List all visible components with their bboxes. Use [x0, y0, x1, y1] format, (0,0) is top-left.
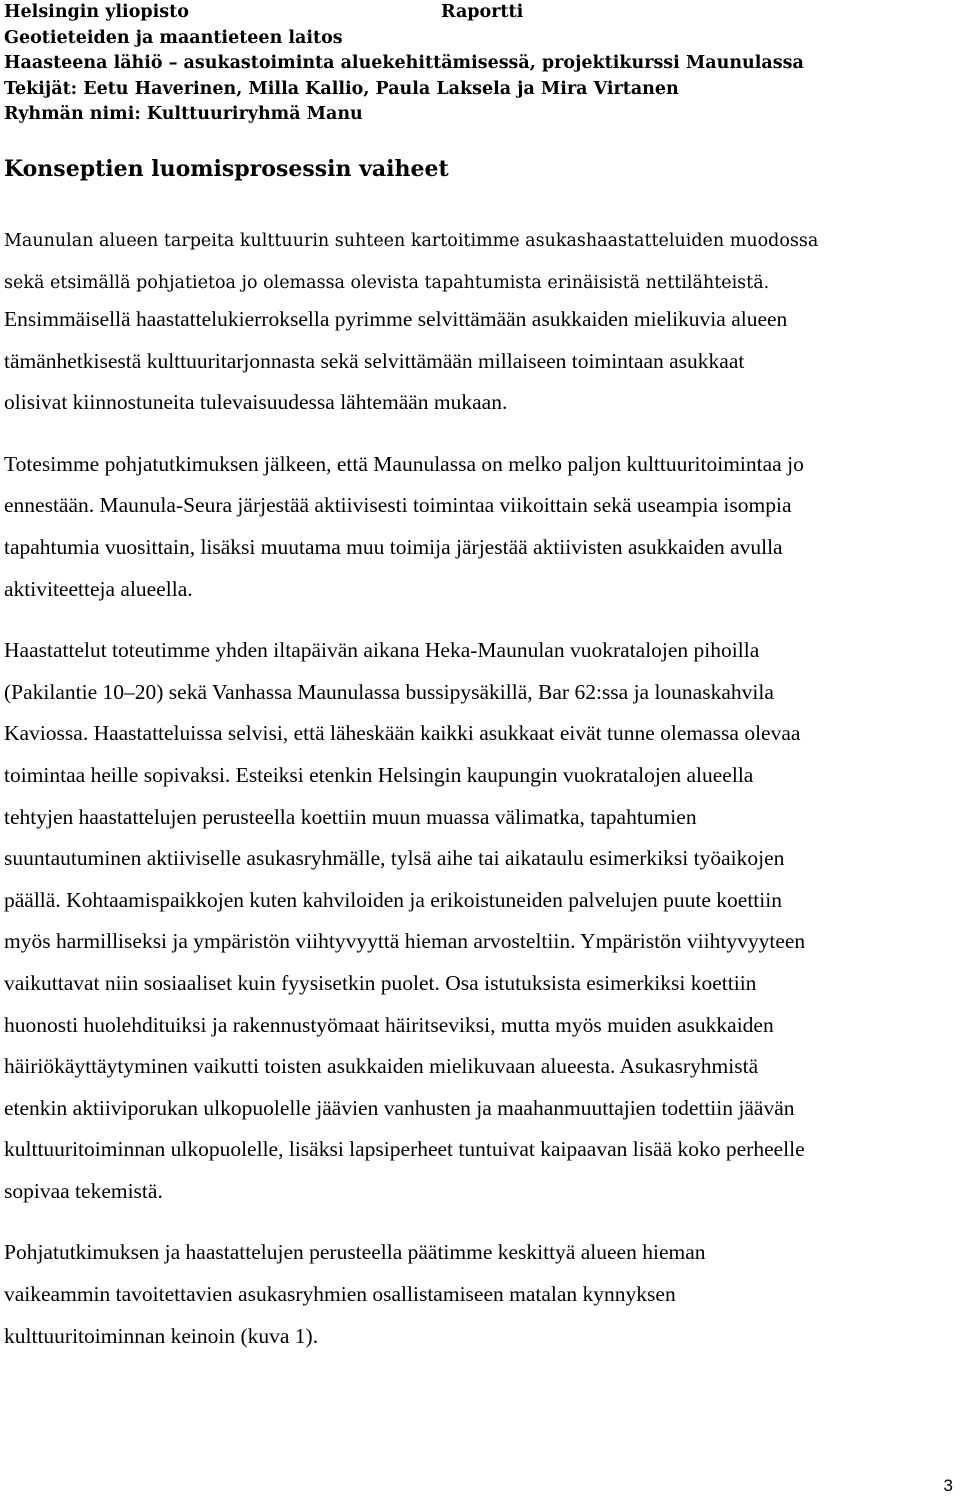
paragraph-gap	[4, 610, 805, 630]
paragraph-gap	[4, 424, 805, 444]
paragraph-gap	[4, 1212, 805, 1232]
text-line: etenkin aktiiviporukan ulkopuolelle jäävien vanhusten ja maahanmuuttajien todettiin jäävän	[4, 1095, 795, 1120]
text-line: häiriökäyttäytyminen vaikutti toisten asukkaiden mielikuvaan alueesta. Asukasryhmistä	[4, 1054, 759, 1079]
text-line: suuntautuminen aktiiviselle asukasryhmälle, tylsä aihe tai aikataulu esimerkiksi työaikojen	[4, 846, 785, 871]
text-line: vaikuttavat niin sosiaaliset kuin fyysisetkin puolet. Osa istutuksista esimerkiksi koettiin	[4, 970, 757, 995]
authors: Tekijät: Eetu Haverinen, Milla Kallio, Paula Laksela ja Mira Virtanen	[4, 78, 679, 99]
intro-paragraph	[4, 221, 818, 304]
text-line: päällä. Kohtaamispaikkojen kuten kahviloiden ja erikoistuneiden palvelujen puute koettiin	[4, 887, 782, 912]
department-name: Geotieteiden ja maantieteen laitos	[4, 27, 343, 48]
text-line: Totesimme pohjatutkimuksen jälkeen, että Maunulassa on melko paljon kulttuuritoimintaa jo	[4, 451, 804, 476]
text-line: sekä etsimällä pohjatietoa jo olemassa olevista tapahtumista erinäisistä nettilähteistä.	[4, 272, 770, 293]
page-number: 3	[943, 1476, 953, 1495]
text-line: (Pakilantie 10–20) sekä Vanhassa Maunulassa bussipysäkillä, Bar 62:ssa ja lounaskahvila	[4, 679, 774, 704]
body-text	[4, 299, 805, 1357]
paragraph-4	[4, 1232, 805, 1357]
header-row-1	[4, 0, 956, 26]
group-name: Ryhmän nimi: Kulttuuriryhmä Manu	[4, 104, 363, 124]
document-type: Raportti	[441, 2, 524, 22]
paragraph-3	[4, 630, 805, 1212]
course-name: Haasteena lähiö – asukastoiminta aluekehittämisessä, projektikurssi Maunulassa	[4, 53, 804, 73]
text-line: sopivaa tekemistä.	[4, 1178, 163, 1203]
document-header	[4, 0, 956, 128]
text-line: tehtyjen haastattelujen perusteella koettiin muun muassa välimatka, tapahtumien	[4, 804, 697, 829]
paragraph-1	[4, 299, 805, 424]
text-line: toimintaa heille sopivaksi. Esteiksi etenkin Helsingin kaupungin vuokratalojen alueella	[4, 762, 754, 787]
paragraph-2	[4, 444, 805, 610]
text-line: Maunulan alueen tarpeita kulttuurin suhteen kartoitimme asukashaastatteluiden muodossa	[4, 231, 819, 251]
text-line: tämänhetkisestä kulttuuritarjonnasta sekä selvittämään millaiseen toimintaan asukkaat	[4, 348, 745, 373]
text-line: olisivat kiinnostuneita tulevaisuudessa lähtemään mukaan.	[4, 390, 508, 415]
text-line: huonosti huolehdituiksi ja rakennustyömaat häiritseviksi, mutta myös muiden asukkaiden	[4, 1012, 774, 1037]
text-line: kulttuuritoiminnan ulkopuolelle, lisäksi lapsiperheet tuntuivat kaipaavan lisää koko perheelle	[4, 1137, 805, 1162]
text-line: aktiviteetteja alueella.	[4, 576, 193, 601]
university-name: Helsingin yliopisto	[4, 2, 189, 22]
text-line: vaikeammin tavoitettavien asukasryhmien osallistamiseen matalan kynnyksen	[4, 1282, 676, 1307]
text-line: kulttuuritoiminnan keinoin (kuva 1).	[4, 1323, 319, 1348]
text-line: Kaviossa. Haastatteluissa selvisi, että läheskään kaikki asukkaat eivät tunne olemassa olevaa	[4, 721, 801, 746]
text-line: myös harmilliseksi ja ympäristön viihtyvyyttä hieman arvosteltiin. Ympäristön viihtyvyyteen	[4, 929, 806, 954]
text-line: Pohjatutkimuksen ja haastattelujen perusteella päätimme keskittyä alueen hieman	[4, 1240, 706, 1265]
text-line: Haastattelut toteutimme yhden iltapäivän aikana Heka-Maunulan vuokratalojen pihoilla	[4, 638, 760, 663]
text-line: ennestään. Maunula-Seura järjestää aktiivisesti toimintaa viikoittain sekä useampia isompia	[4, 493, 792, 518]
text-line: Ensimmäisellä haastattelukierroksella pyrimme selvittämään asukkaiden mielikuvia alueen	[4, 307, 788, 331]
section-title: Konseptien luomisprosessin vaiheet	[4, 156, 449, 182]
text-line: tapahtumia vuosittain, lisäksi muutama muu toimija järjestää aktiivisten asukkaiden avulla	[4, 534, 783, 559]
